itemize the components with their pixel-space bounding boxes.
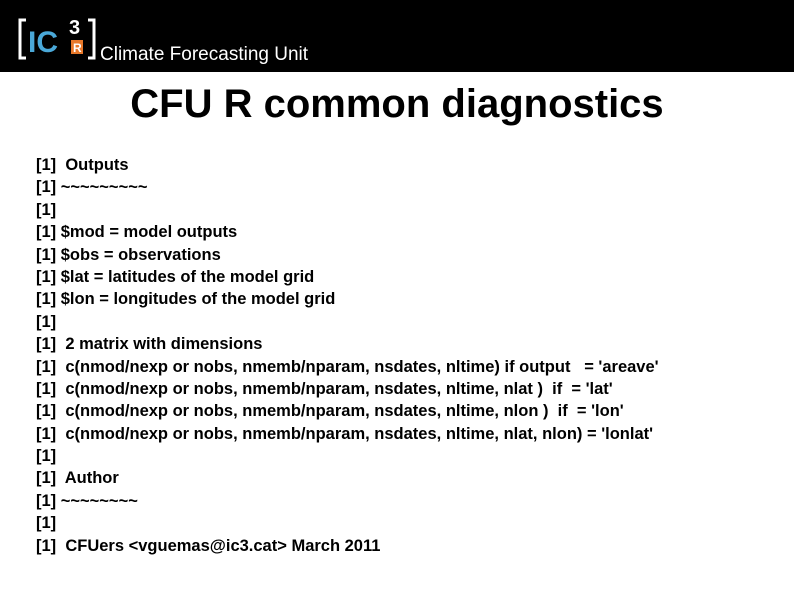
output-line: [1] 2 matrix with dimensions	[36, 335, 263, 354]
svg-text:3: 3	[69, 17, 81, 39]
output-line: [1]	[36, 447, 57, 466]
svg-text:R: R	[73, 41, 82, 55]
slide-title: CFU R common diagnostics	[130, 82, 664, 126]
output-line: [1] ~~~~~~~~	[36, 491, 138, 510]
svg-text:IC: IC	[28, 26, 58, 59]
output-line: [1] $lat = latitudes of the model grid	[36, 267, 315, 286]
output-line: [1] c(nmod/nexp or nobs, nmemb/nparam, nsdates, nltime, nlat, nlon) = 'lonlat'	[36, 424, 654, 443]
output-line: [1] $obs = observations	[36, 245, 221, 264]
output-line: [1] $lon = longitudes of the model grid	[36, 290, 336, 309]
output-line: [1]	[36, 312, 57, 331]
output-line: [1] c(nmod/nexp or nobs, nmemb/nparam, nsdates, nltime, nlon ) if = 'lon'	[36, 402, 624, 421]
output-line: [1] Outputs	[36, 156, 129, 174]
unit-name: Climate Forecasting Unit	[100, 44, 309, 65]
output-line: [1] $mod = model outputs	[36, 223, 238, 242]
output-line: [1] ~~~~~~~~~	[36, 178, 148, 197]
output-line: [1] c(nmod/nexp or nobs, nmemb/nparam, nsdates, nltime) if output = 'areave'	[36, 357, 659, 376]
output-line: [1] Author	[36, 469, 119, 488]
output-line: [1] CFUers <vguemas@ic3.cat> March 2011	[36, 536, 381, 555]
code-output-block	[36, 154, 659, 557]
output-line: [1] c(nmod/nexp or nobs, nmemb/nparam, nsdates, nltime, nlat ) if = 'lat'	[36, 379, 613, 398]
ic3-logo	[16, 12, 98, 64]
header-bar	[0, 0, 794, 72]
output-line: [1]	[36, 514, 57, 533]
output-line: [1]	[36, 200, 57, 219]
